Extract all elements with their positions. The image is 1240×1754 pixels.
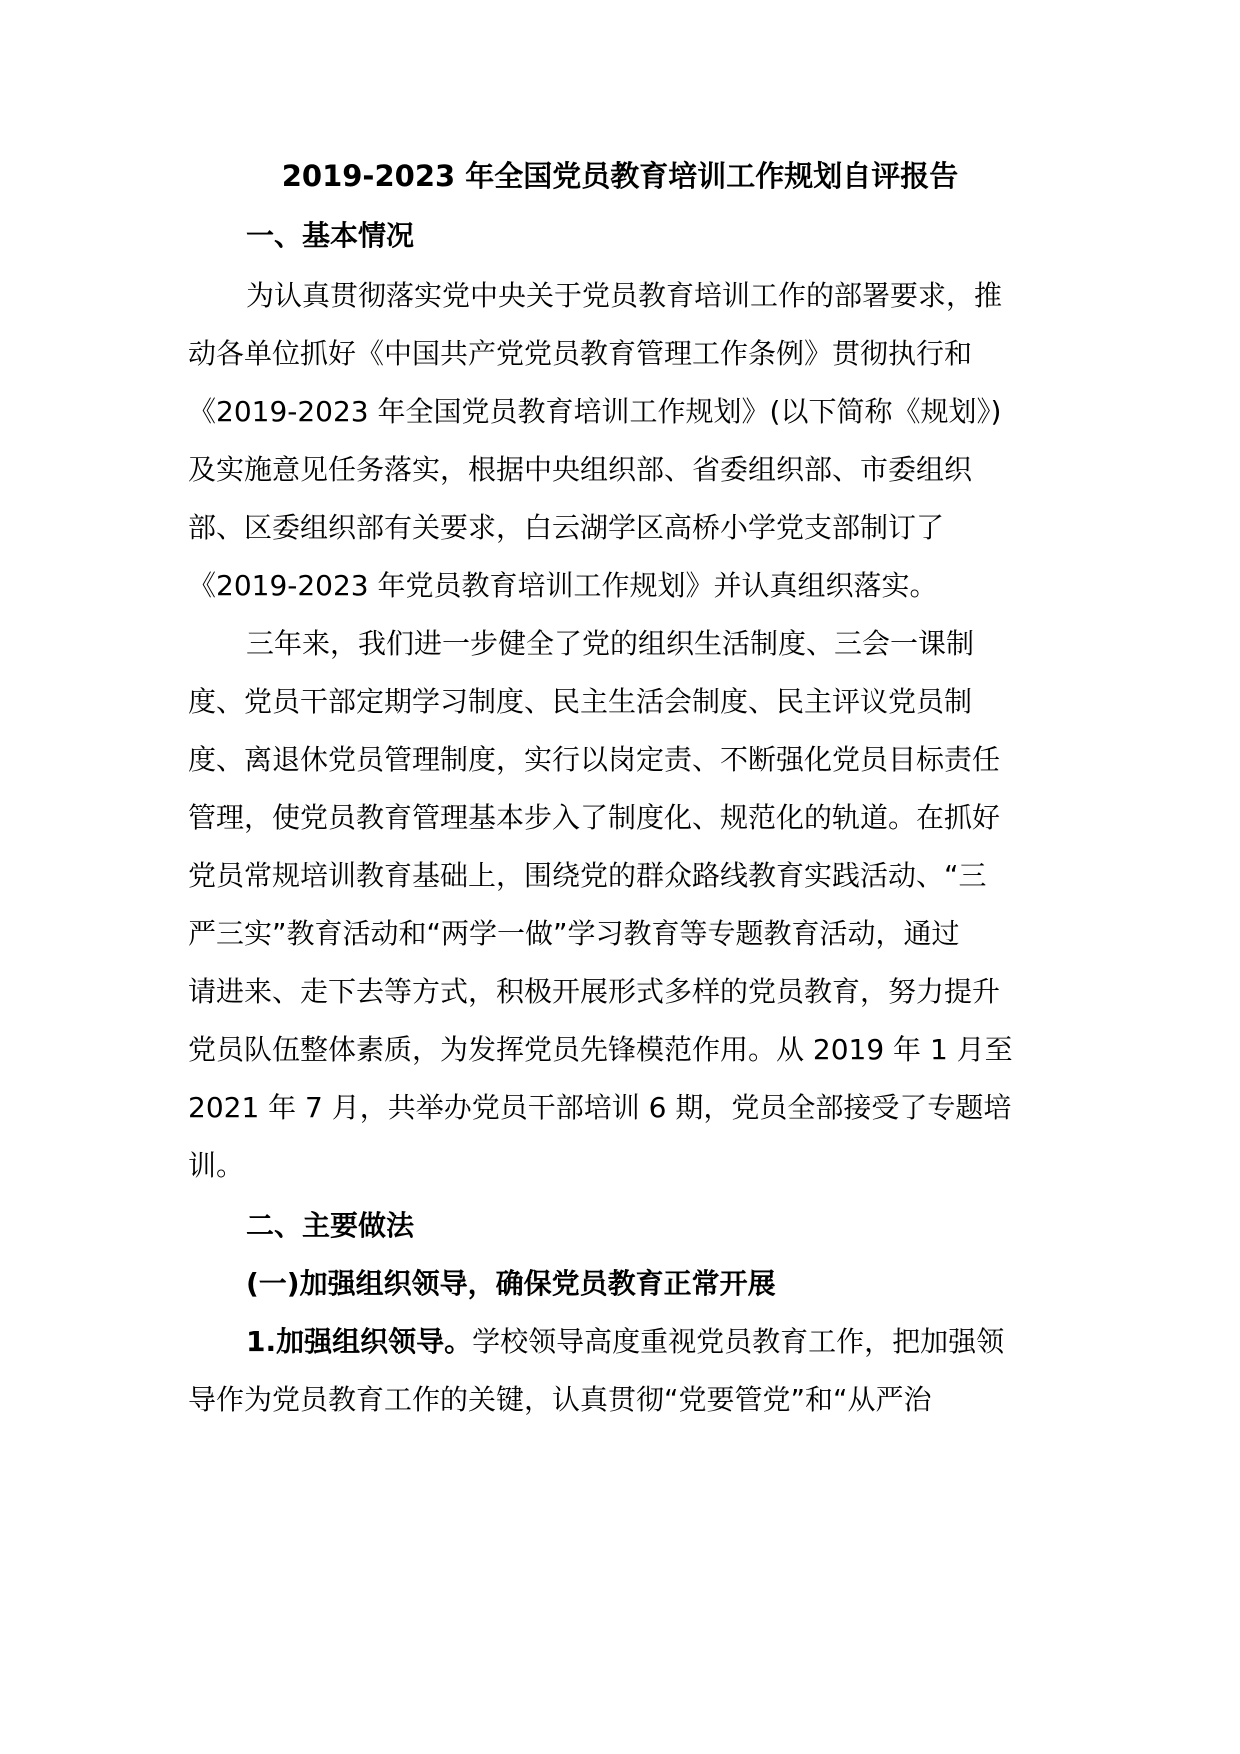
section-heading-basic: 一、基本情况	[246, 219, 415, 252]
paragraph-line: 三年来，我们进一步健全了党的组织生活制度、三会一课制	[246, 627, 975, 660]
paragraph-line: 党员常规培训教育基础上，围绕党的群众路线教育实践活动、“三	[188, 859, 987, 892]
paragraph-line: 党员队伍整体素质，为发挥党员先锋模范作用。从 2019 年 1 月至	[188, 1033, 1013, 1066]
paragraph-line: 《2019-2023 年全国党员教育培训工作规划》(以下简称《规划》)	[188, 395, 1002, 428]
document-title: 2019-2023 年全国党员教育培训工作规划自评报告	[281, 159, 959, 193]
paragraph-line: 《2019-2023 年党员教育培训工作规划》并认真组织落实。	[188, 569, 938, 602]
paragraph-line: 导作为党员教育工作的关键，认真贯彻“党要管党”和“从严治	[188, 1383, 932, 1416]
paragraph-line: 部、区委组织部有关要求，白云湖学区高桥小学党支部制订了	[188, 511, 945, 544]
paragraph-line	[246, 1322, 1058, 1362]
paragraph-line: 动各单位抓好《中国共产党党员教育管理工作条例》贯彻执行和	[188, 337, 973, 370]
paragraph-line: 严三实”教育活动和“两学一做”学习教育等专题教育活动，通过	[188, 917, 960, 950]
paragraph-line: 及实施意见任务落实，根据中央组织部、省委组织部、市委组织	[188, 453, 973, 486]
paragraph-line: 请进来、走下去等方式，积极开展形式多样的党员教育，努力提升	[188, 975, 1001, 1008]
item-text: 学校领导高度重视党员教育工作，把加强领	[472, 1325, 1005, 1358]
item-label: 1.加强组织领导。	[246, 1325, 473, 1358]
paragraph-line: 度、离退休党员管理制度，实行以岗定责、不断强化党员目标责任	[188, 743, 1001, 776]
subsection-heading: (一)加强组织领导，确保党员教育正常开展	[246, 1267, 776, 1300]
section-heading-methods: 二、主要做法	[246, 1209, 415, 1242]
paragraph-line: 训。	[188, 1149, 245, 1182]
paragraph-line: 度、党员干部定期学习制度、民主生活会制度、民主评议党员制	[188, 685, 973, 718]
paragraph-line: 2021 年 7 月，共举办党员干部培训 6 期，党员全部接受了专题培	[188, 1091, 1012, 1124]
paragraph-line: 为认真贯彻落实党中央关于党员教育培训工作的部署要求，推	[246, 279, 1003, 312]
paragraph-line: 管理，使党员教育管理基本步入了制度化、规范化的轨道。在抓好	[188, 801, 1001, 834]
